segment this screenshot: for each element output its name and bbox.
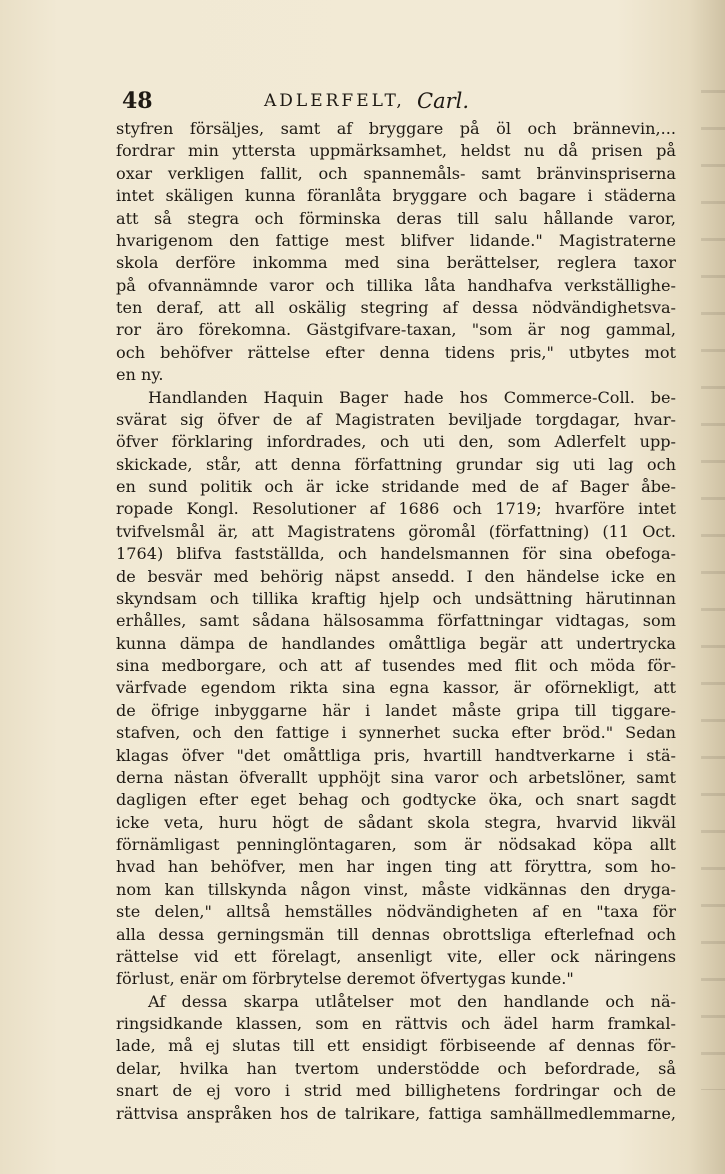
text-line: förlust, enär om förbrytelse deremot öfvertygas kunde." <box>116 969 574 989</box>
text-line: och behöfver rättelse efter denna tidens pris," utbytes mot <box>116 342 676 362</box>
text-line: hvad han behöfver, men har ingen ting att föryttra, som ho- <box>116 857 676 877</box>
text-line: snart de ej voro i strid med billighetens fordringar och de <box>116 1081 676 1101</box>
text-line: ten deraf, att all oskälig stegring af dessa nödvändighetsva- <box>116 298 676 317</box>
text-line: att så stegra och förminska deras till salu hållande varor, <box>116 208 676 228</box>
text-line: skola derföre inkomma med sina berättelser, reglera taxor <box>116 253 676 273</box>
text-line: kunna dämpa de handlandes omåttliga begär att undertrycka <box>116 633 676 653</box>
text-line: svärat sig öfver de af Magistraten beviljade torgdagar, hvar- <box>116 409 676 429</box>
text-line: fordrar min yttersta uppmärksamhet, heldst nu då prisen på <box>116 141 676 161</box>
text-line: en ny. <box>116 365 164 385</box>
text-line: skickade, står, att denna författning grundar sig uti lag och <box>116 454 676 474</box>
text-line: ringsidkande klassen, som en rättvis och ädel harm framkal- <box>116 1014 676 1033</box>
text-line: lade, må ej slutas till ett ensidigt förbiseende af dennas för- <box>116 1036 676 1056</box>
text-line: på ofvannämnde varor och tillika låta handhafva verkställighe- <box>116 275 676 295</box>
text-line: styfren försäljes, samt af bryggare på öl och brännevin,... <box>116 119 676 138</box>
text-line: alla dessa gerningsmän till dennas obrottsliga efterlefnad och <box>116 924 676 944</box>
text-line: ste delen," alltså hemställes nödvändigheten af en "taxa för <box>116 902 676 922</box>
text-line: derna nästan öfverallt upphöjt sina varor och arbetslöner, samt <box>116 767 676 787</box>
text-line: sina medborgare, och att af tusendes med flit och möda för- <box>116 656 676 675</box>
text-line: de besvär med behörig näpst ansedd. I den händelse icke en <box>116 566 676 586</box>
text-line: ror äro förekomna. Gästgifvare-taxan, "som är nog gammal, <box>116 320 676 340</box>
text-line: de öfrige inbyggarne här i landet måste gripa till tiggare- <box>116 700 676 720</box>
running-title: ADLERFELT, <box>264 91 405 111</box>
text-line: erhålles, samt sådana hälsosamma författningar vidtagas, som <box>116 611 676 631</box>
text-line: Handlanden Haquin Bager hade hos Commerce-Coll. be- <box>148 387 676 407</box>
text-line: öfver förklaring infordrades, och uti den, som Adlerfelt upp- <box>116 432 676 452</box>
text-line: delar, hvilka han tvertom understödde och befordrade, så <box>116 1058 676 1078</box>
text-line: Af dessa skarpa utlåtelser mot den handlande och nä- <box>148 991 676 1011</box>
text-line: en sund politik och är icke stridande med de af Bager åbe- <box>116 477 676 496</box>
running-head <box>122 86 682 116</box>
page-number: 48 <box>122 88 153 114</box>
text-line: icke veta, huru högt de sådant skola stegra, hvarvid likväl <box>116 812 676 832</box>
text-line: oxar verkligen fallit, och spannemåls- samt bränvinspriserna <box>116 163 676 183</box>
text-line: intet skäligen kunna föranlåta bryggare och bagare i städerna <box>116 186 676 206</box>
adjacent-page-bleed <box>701 90 725 1090</box>
text-line: klagas öfver "det omåttliga pris, hvartill handtverkarne i stä- <box>116 745 676 765</box>
text-line: rättelse vid ett förelagt, ansenligt vite, eller ock näringens <box>116 946 676 966</box>
text-line: dagligen efter eget behag och godtycke öka, och snart sagdt <box>116 790 676 810</box>
body-text <box>116 118 676 1125</box>
text-line: 1764) blifva fastställda, och handelsmannen för sina obefoga- <box>116 544 676 564</box>
text-line: tvifvelsmål är, att Magistratens göromål (författning) (11 Oct. <box>116 521 676 541</box>
text-line: stafven, och den fattige i synnerhet sucka efter bröd." Sedan <box>116 723 676 743</box>
text-line: nom kan tillskynda någon vinst, måste vidkännas den dryga- <box>116 879 676 899</box>
text-line: hvarigenom den fattige mest blifver lidande." Magistraterne <box>116 230 676 250</box>
text-line: ropade Kongl. Resolutioner af 1686 och 1719; hvarföre intet <box>116 499 676 519</box>
text-line: rättvisa anspråken hos de talrikare, fattiga samhällmedlemmarne, <box>116 1103 676 1123</box>
text-line: förnämligast penninglöntagaren, som är nödsakad köpa allt <box>116 835 676 854</box>
text-line: skyndsam och tillika kraftig hjelp och undsättning härutinnan <box>116 588 676 608</box>
text-line: värfvade egendom rikta sina egna kassor, är oförnekligt, att <box>116 678 676 698</box>
running-name: Carl. <box>417 89 470 113</box>
